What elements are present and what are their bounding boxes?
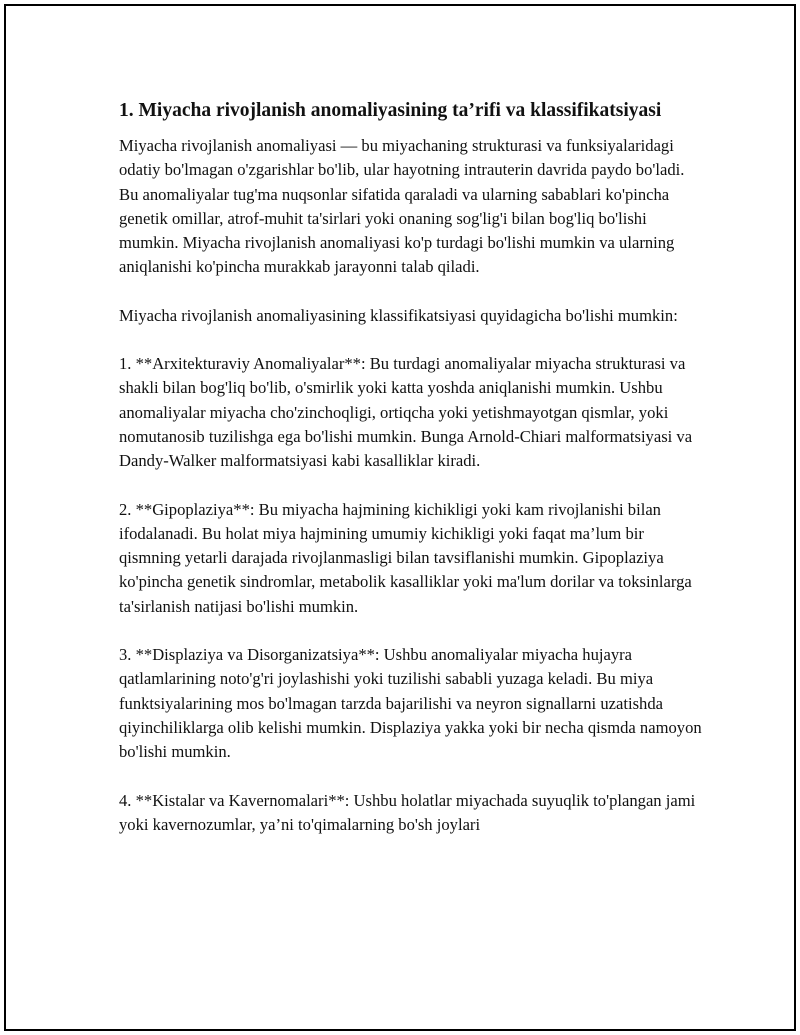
paragraph-definition: Miyacha rivojlanish anomaliyasi — bu miyachaning strukturasi va funksiyalaridagi odatiy bo'lmagan o'zgarishlar bo'lib, ular hayotning intrauterin davrida paydo bo'ladi. Bu anomaliyalar tug'ma nuqsonlar sifatida qaraladi va ularning sabablari ko'pincha genetik omillar, atrof-muhit ta'sirlari yoki onaning sog'lig'i bilan bog'liq bo'lishi mumkin. Miyacha rivojlanish anomaliyasi ko'p turdagi bo'lishi mumkin va ularning aniqlanishi ko'pincha murakkab jarayonni talab qiladi. [119,136,685,277]
paragraph-item-2: 2. **Gipoplaziya**: Bu miyacha hajmining kichikligi yoki kam rivojlanishi bilan ifodalanadi. Bu holat miya hajmining umumiy kichikligi yoki faqat ma’lum bir qismning yetarli darajada rivojlanmasligi bilan tavsiflanishi mumkin. Gipoplaziya ko'pincha genetik sindromlar, metabolik kasalliklar yoki ma'lum dorilar va toksinlarga ta'sirlanish natijasi bo'lishi mumkin. [119,499,692,616]
paragraph-item-1: 1. **Arxitekturaviy Anomaliyalar**: Bu turdagi anomaliyalar miyacha strukturasi va shakli bilan bog'liq bo'lib, o'smirlik yoki katta yoshda aniqlanishi mumkin. Ushbu anomaliyalar miyacha cho'zinchoqligi, ortiqcha yoki yetishmayotgan qismlar, yoki nomutanosib tuzilishga ega bo'lishi mumkin. Bunga Arnold-Chiari malformatsiyasi va Dandy-Walker malformatsiyasi kabi kasalliklar kiradi. [119,354,693,471]
section-heading: 1. Miyacha rivojlanish anomaliyasining ta’rifi va klassifikatsiyasi [119,100,662,121]
document-body [119,98,704,861]
paragraph-item-4: 4. **Kistalar va Kavernomalari**: Ushbu holatlar miyachada suyuqlik to'plangan jami yoki kavernozumlar, ya’ni to'qimalarning bo'sh joylari [119,790,696,834]
paragraph-item-3: 3. **Displaziya va Disorganizatsiya**: Ushbu anomaliyalar miyacha hujayra qatlamlarining noto'g'ri joylashishi yoki tuzilishi sababli yuzaga keladi. Bu miya funktsiyalarining mos bo'lmagan tarzda bajarilishi va neyron signallarni uzatishda qiyinchiliklarga olib kelishi mumkin. Displaziya yakka yoki bir necha qismda namoyon bo'lishi mumkin. [119,645,702,762]
paragraph-classification-intro: Miyacha rivojlanish anomaliyasining klassifikatsiyasi quyidagicha bo'lishi mumkin: [119,305,678,325]
page-frame [4,4,796,1031]
